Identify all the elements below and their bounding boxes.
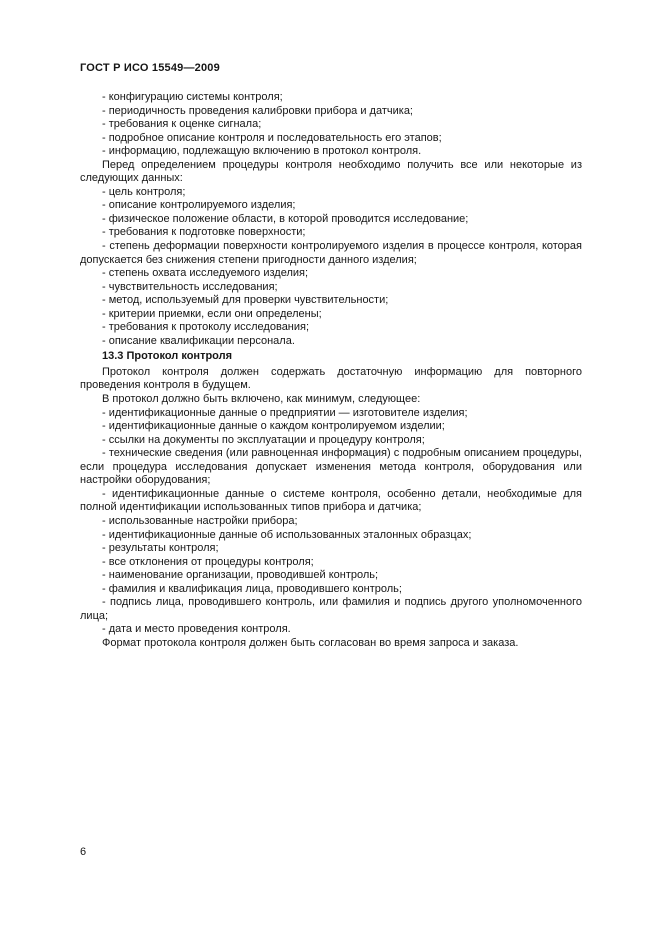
list-item: - периодичность проведения калибровки прибора и датчика; (102, 104, 413, 117)
list-item: - требования к протоколу исследования; (102, 321, 310, 334)
paragraph: Формат протокола контроля должен быть согласован во время запроса и заказа. (102, 636, 519, 649)
list-item: - метод, используемый для проверки чувствительности; (102, 294, 389, 307)
list-item: - идентификационные данные о системе контроля, особенно детали, необходимые для полной идентификации использованных типов прибора и датчика; (80, 487, 582, 514)
document-header (80, 62, 582, 74)
paragraph: Перед определением процедуры контроля необходимо получить все или некоторые из следующих данных: (80, 158, 582, 185)
document-body (80, 91, 582, 650)
list-item: - все отклонения от процедуры контроля; (102, 555, 314, 568)
list-item: - дата и место проведения контроля. (102, 623, 291, 636)
list-item: - фамилия и квалификация лица, проводившего контроль; (102, 582, 402, 595)
list-item: - идентификационные данные об использованных эталонных образцах; (102, 528, 472, 541)
list-item: - степень деформации поверхности контролируемого изделия в процессе контроля, которая допускается без снижения степени пригодности данного изделия; (80, 240, 582, 266)
list-item: - критерии приемки, если они определены; (102, 307, 322, 320)
list-item: - физическое положение области, в которой проводится исследование; (102, 212, 469, 225)
list-item: - цель контроля; (102, 185, 186, 198)
list-item: - использованные настройки прибора; (102, 514, 298, 527)
list-item: - описание квалификации персонала. (102, 334, 295, 347)
section-heading: 13.3 Протокол контроля (102, 350, 233, 363)
list-item: - требования к подготовке поверхности; (102, 226, 306, 239)
list-item: - ссылки на документы по эксплуатации и процедуру контроля; (102, 433, 425, 446)
list-item: - информацию, подлежащую включению в протокол контроля. (102, 145, 422, 158)
paragraph: В протокол должно быть включено, как минимум, следующее: (102, 393, 421, 406)
list-item: - наименование организации, проводившей контроль; (102, 569, 379, 582)
list-item: - идентификационные данные о каждом контролируемом изделии; (102, 420, 445, 433)
list-item: - описание контролируемого изделия; (102, 199, 296, 212)
page-footer (80, 846, 86, 858)
paragraph: Протокол контроля должен содержать достаточную информацию для повторного проведения контроля в будущем. (80, 365, 582, 392)
standard-designation: ГОСТ Р ИСО 15549—2009 (80, 62, 220, 74)
page-number: 6 (80, 846, 87, 858)
list-item: - требования к оценке сигнала; (102, 118, 262, 131)
list-item: - чувствительность исследования; (102, 280, 278, 293)
list-item: - степень охвата исследуемого изделия; (102, 267, 309, 280)
list-item: - конфигурацию системы контроля; (102, 91, 283, 103)
list-item: - технические сведения (или равноценная информация) с подробным описанием процедуры, если процедура исследования допускает изменения метода контроля, оборудования или настройки оборудования; (80, 447, 582, 487)
list-item: - результаты контроля; (102, 542, 219, 555)
list-item: - подпись лица, проводившего контроль, или фамилия и подпись другого уполномоченного лица; (80, 596, 582, 622)
list-item: - подробное описание контроля и последовательность его этапов; (102, 131, 442, 144)
list-item: - идентификационные данные о предприятии — изготовителе изделия; (102, 406, 468, 419)
